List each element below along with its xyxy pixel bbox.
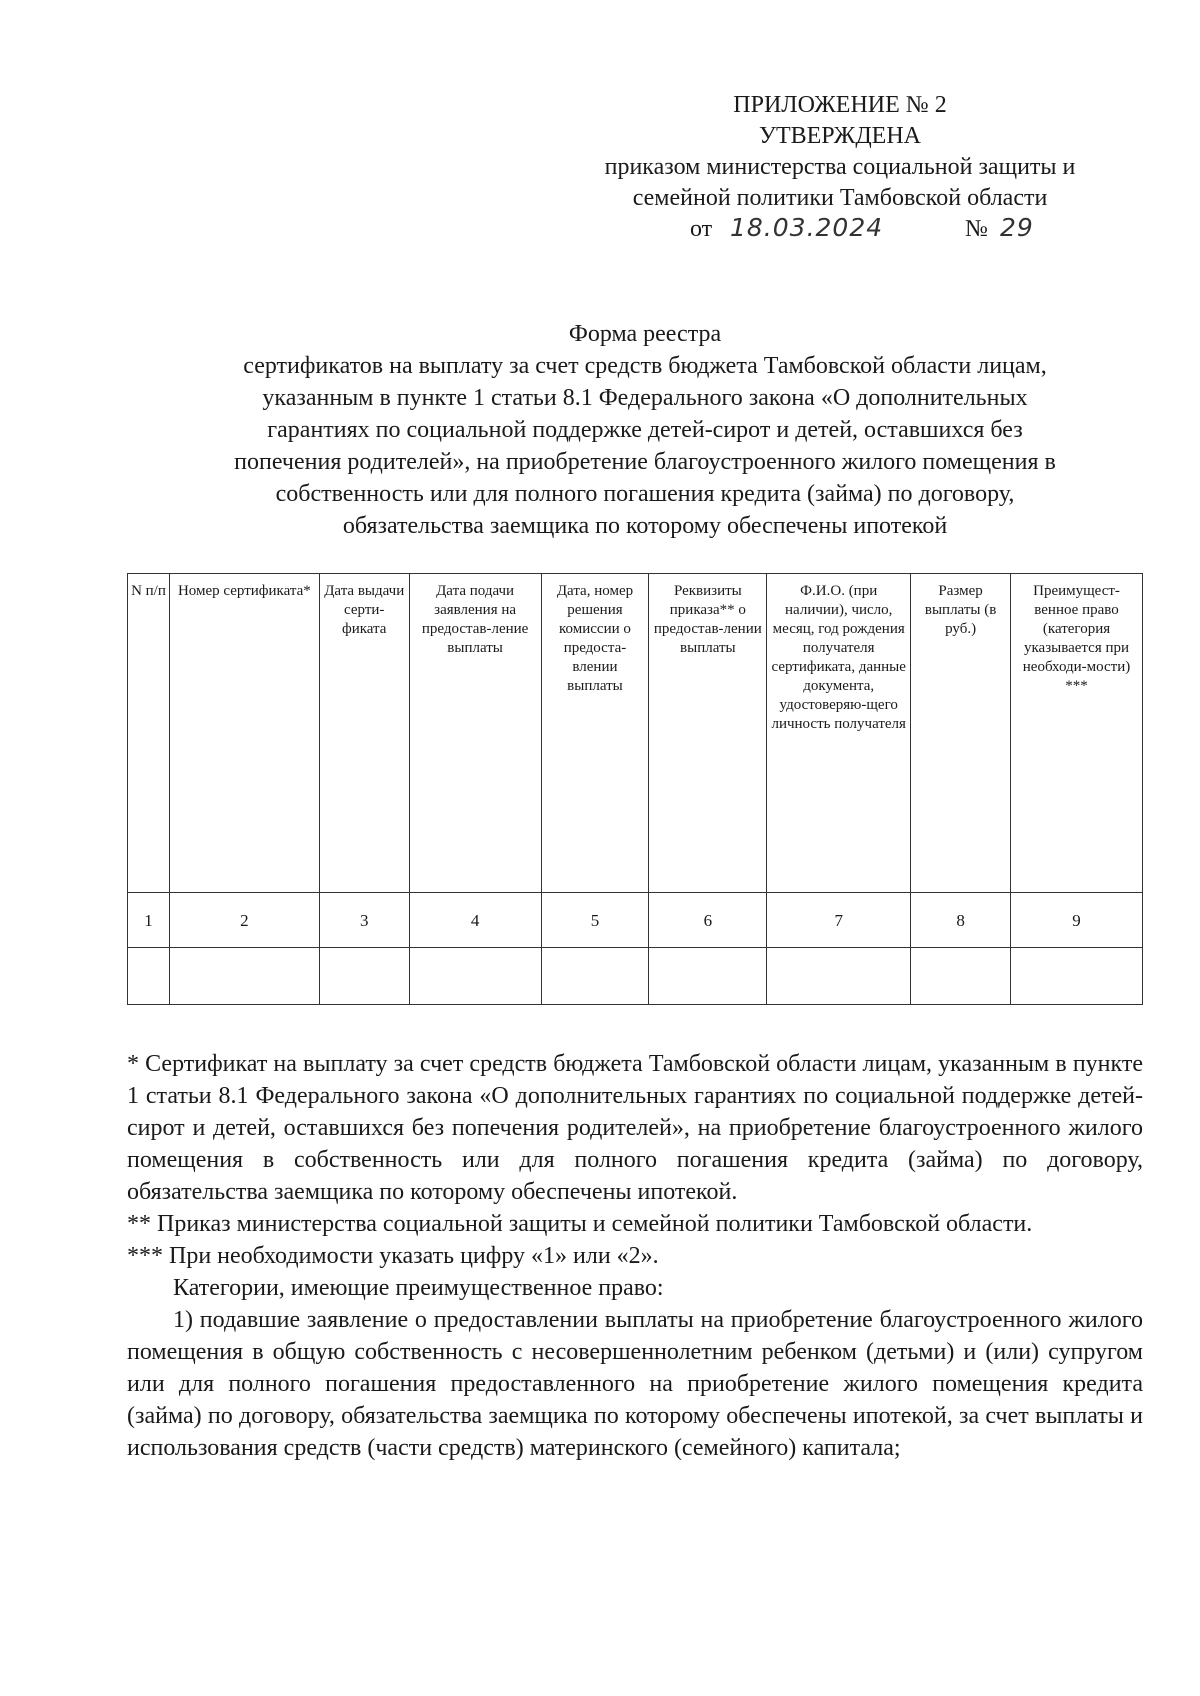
empty-cell — [319, 948, 409, 1005]
empty-cell — [911, 948, 1011, 1005]
column-number: 1 — [128, 893, 170, 948]
title-line: попечения родителей», на приобретение благоустроенного жилого помещения в — [234, 449, 1056, 475]
empty-cell — [169, 948, 319, 1005]
title-line: собственность или для полного погашения кредита (займа) по договору, — [275, 481, 1015, 507]
order-line-1: приказом министерства социальной защиты и — [604, 154, 1076, 180]
footnote-2: ** Приказ министерства социальной защиты и семейной политики Тамбовской области. — [127, 1211, 1033, 1237]
column-number: 9 — [1011, 893, 1143, 948]
approved-label: УТВЕРЖДЕНА — [758, 123, 922, 149]
empty-cell — [409, 948, 541, 1005]
header-cell-priority-right: Преимущест-венное право (категория указывается при необходи-мости) *** — [1011, 574, 1143, 893]
footnote-3: *** При необходимости указать цифру «1» или «2». — [127, 1243, 659, 1269]
header-cell-issue-date: Дата выдачи серти-фиката — [319, 574, 409, 893]
title-line: указанным в пункте 1 статьи 8.1 Федерального закона «О дополнительных — [262, 385, 1028, 411]
appendix-label: ПРИЛОЖЕНИЕ № 2 — [733, 92, 947, 118]
empty-cell — [541, 948, 649, 1005]
order-date: 18.03.2024 — [730, 213, 884, 242]
column-number: 3 — [319, 893, 409, 948]
header-cell-application-date: Дата подачи заявления на предостав-ление выплаты — [409, 574, 541, 893]
form-title — [150, 318, 1140, 542]
header-cell-recipient-info: Ф.И.О. (при наличии), число, месяц, год рождения получателя сертификата, данные документа, удостоверяю-щего личность получателя — [767, 574, 911, 893]
empty-cell — [649, 948, 767, 1005]
order-number: 29 — [1000, 213, 1034, 242]
order-date-line — [560, 214, 1120, 250]
header-cell-commission-decision: Дата, номер решения комиссии о предоста-влении выплаты — [541, 574, 649, 893]
order-line-2: семейной политики Тамбовской области — [632, 185, 1048, 211]
column-number-row — [128, 893, 1143, 948]
column-number: 2 — [169, 893, 319, 948]
header-cell-payment-amount: Размер выплаты (в руб.) — [911, 574, 1011, 893]
title-line: гарантиях по социальной поддержке детей-сирот и детей, оставшихся без — [267, 417, 1023, 443]
approval-block — [560, 90, 1120, 250]
column-number: 5 — [541, 893, 649, 948]
column-number: 7 — [767, 893, 911, 948]
title-line: обязательства заемщика по которому обеспечены ипотекой — [342, 513, 948, 539]
empty-cell — [1011, 948, 1143, 1005]
title-heading: Форма реестра — [568, 321, 722, 347]
table-header-row — [128, 574, 1143, 893]
registry-table — [127, 573, 1143, 1005]
categories-heading: Категории, имеющие преимущественное право: — [173, 1275, 664, 1301]
category-1: 1) подавшие заявление о предоставлении выплаты на приобретение благоустроенного жилого помещения в общую собственность с несовершеннолетним ребенком (детьми) и (или) супругом или для полного погашения предоставленного на приобретение жилого помещения кредита (займа) по договору, обязательства заемщика по которому обеспечены ипотекой, за счет выплаты и использования средств (части средств) материнского (семейного) капитала; — [127, 1307, 1143, 1461]
number-label: № — [965, 216, 988, 242]
title-line: сертификатов на выплату за счет средств бюджета Тамбовской области лицам, — [243, 353, 1047, 379]
footnotes — [127, 1048, 1143, 1464]
column-number: 4 — [409, 893, 541, 948]
footnote-1: * Сертификат на выплату за счет средств бюджета Тамбовской области лицам, указанным в пункте 1 статьи 8.1 Федерального закона «О дополнительных гарантиях по социальной поддержке детей-сирот и детей, оставшихся без попечения родителей», на приобретение благоустроенного жилого помещения в собственность или для полного погашения кредита (займа) по договору, обязательства заемщика по которому обеспечены ипотекой. — [127, 1051, 1143, 1205]
header-cell-number: N п/п — [128, 574, 170, 893]
header-cell-certificate-number: Номер сертификата* — [169, 574, 319, 893]
from-label: от — [690, 216, 713, 242]
column-number: 6 — [649, 893, 767, 948]
header-cell-order-details: Реквизиты приказа** о предостав-лении выплаты — [649, 574, 767, 893]
empty-cell — [767, 948, 911, 1005]
empty-cell — [128, 948, 170, 1005]
column-number: 8 — [911, 893, 1011, 948]
empty-data-row — [128, 948, 1143, 1005]
